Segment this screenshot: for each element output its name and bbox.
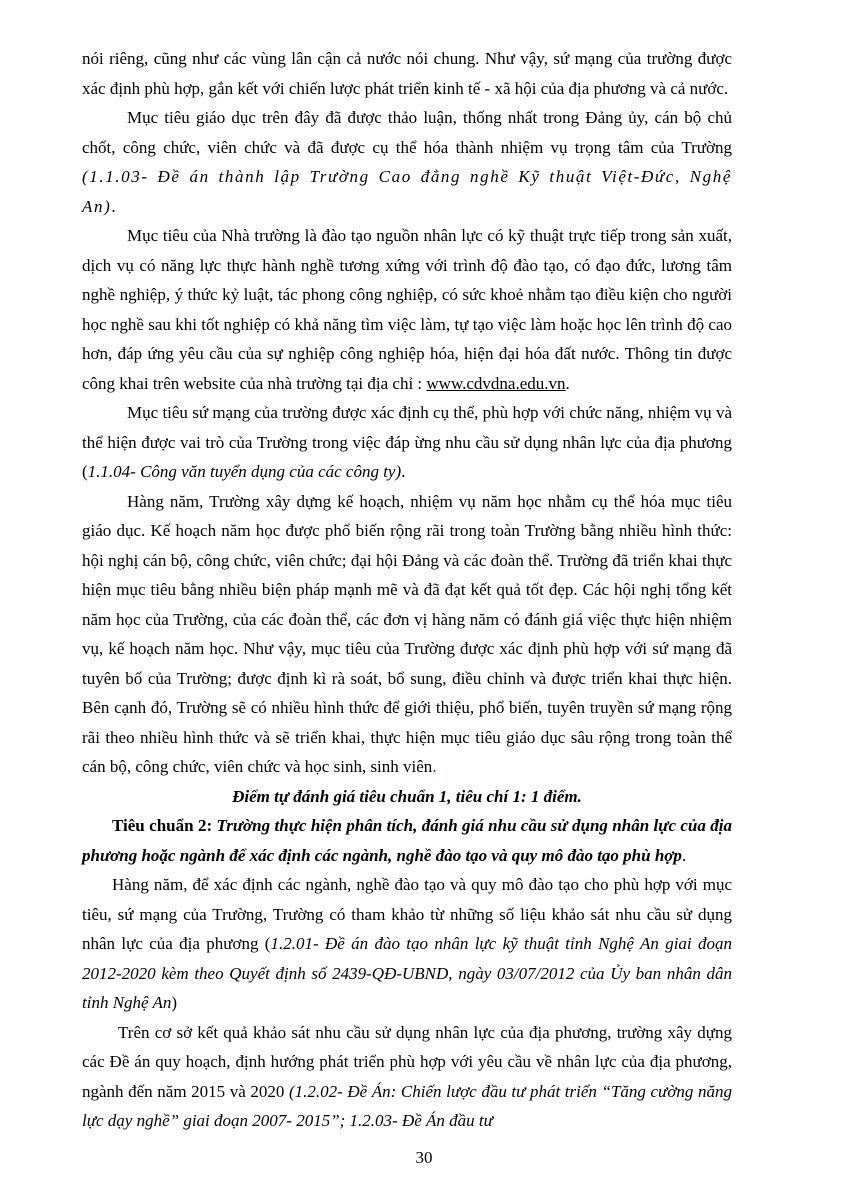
paragraph-5: Hàng năm, Trường xây dựng kế hoạch, nhiệm vụ năm học nhằm cụ thể hóa mục tiêu giáo dục. Kế hoạch năm học được phổ biến rộng rãi trong toàn Trường bằng nhiều hình thức: hội nghị cán bộ, công chức, viên chức; đại hội Đảng và các đoàn thể. Trường đã triển khai thực hiện mục tiêu bằng nhiều biện pháp mạnh mẽ và đã đạt kết quả tốt đẹp. Các hội nghị tổng kết năm học của Trường, của các đoàn thể, các đơn vị hàng năm có đánh giá việc thực hiện nhiệm vụ, kế hoạch năm học. Như vậy, mục tiêu của Trường được xác định phù hợp với sứ mạng đã tuyên bố của Trường; được định kì rà soát, bổ sung, điều chỉnh và được triển khai thực hiện. Bên cạnh đó, Trường sẽ có nhiều hình thức để giới thiệu, phổ biến, tuyên truyền sứ mạng rộng rãi theo nhiều hình thức và sẽ triển khai, thực hiện mục tiêu giáo dục sâu rộng trong toàn thể cán bộ, công chức, viên chức và học sinh, sinh viên.	[82, 491, 732, 776]
document-page	[82, 44, 732, 1136]
paragraph-4: Mục tiêu sứ mạng của trường được xác định cụ thể, phù hợp với chức năng, nhiệm vụ và thể hiện được vai trò của Trường trong việc đáp ừng nhu cầu sử dụng nhân lực của địa phương (1.1.04- Công văn tuyển dụng của các công ty).	[82, 403, 732, 481]
page-number: 30	[415, 1148, 433, 1167]
citation: 1.1.04- Công văn tuyển dụng của các công ty)	[87, 462, 402, 481]
paragraph-3: Mục tiêu của Nhà trường là đào tạo nguồn nhân lực có kỹ thuật trực tiếp trong sản xuất, dịch vụ có năng lực thực hành nghề tương xứng với trình độ đào tạo, có đạo đức, lương tâm nghề nghiệp, ý thức kỷ luật, tác phong công nghiệp, có sức khoẻ nhằm tạo điều kiện cho người học nghề sau khi tốt nghiệp có khả năng tìm việc làm, tự tạo việc làm hoặc học lên trình độ cao hơn, đáp ứng yêu cầu của sự nghiệp công nghiệp hóa, hiện đại hóa đất nước. Thông tin được công khai trên website của nhà trường tại địa chỉ : www.cdvdna.edu.vn.	[82, 226, 732, 393]
paragraph-1: nói riêng, cũng như các vùng lân cận cả nước nói chung. Như vậy, sứ mạng của trường được xác định phù hợp, gắn kết với chiến lược phát triển kinh tế - xã hội của địa phương và cả nước.	[82, 49, 732, 98]
citation: (1.2.02- Đề Án: Chiến lược đầu tư phát triển “Tăng cường năng lực dạy nghề” giai đoạn 2007- 2015”; 1.2.03- Đề Án đầu tư	[82, 1081, 732, 1130]
website-link[interactable]: www.cdvdna.edu.vn	[426, 373, 566, 393]
citation: (1.1.03- Đề án thành lập Trường Cao đẳng nghề Kỹ thuật Việt-Đức, Nghệ An)	[82, 167, 732, 216]
paragraph-6: Hàng năm, để xác định các ngành, nghề đào tạo và quy mô đào tạo cho phù hợp với mục tiêu, sứ mạng của Trường, Trường có tham khảo từ những số liệu khảo sát nhu cầu sử dụng nhân lực của địa phương (1.2.01- Đề án đào tạo nhân lực kỹ thuật tỉnh Nghệ An giai đoạn 2012-2020 kèm theo Quyết định số 2439-QĐ-UBND, ngày 03/07/2012 của Ủy ban nhân dân tỉnh Nghệ An)	[82, 875, 732, 1012]
self-assessment-score: Điểm tự đánh giá tiêu chuẩn 1, tiêu chí 1: 1 điểm.	[232, 786, 582, 806]
paragraph-2: Mục tiêu giáo dục trên đây đã được thảo luận, thống nhất trong Đảng ủy, cán bộ chủ chốt, công chức, viên chức và đã được cụ thể hóa thành nhiệm vụ trọng tâm của Trường (1.1.03- Đề án thành lập Trường Cao đẳng nghề Kỹ thuật Việt-Đức, Nghệ An).	[82, 108, 732, 216]
citation: 1.2.01- Đề án đào tạo nhân lực kỹ thuật tỉnh Nghệ An giai đoạn 2012-2020 kèm theo Quyết định số 2439-QĐ-UBND, ngày 03/07/2012 của Ủy ban nhân dân tỉnh Nghệ An	[82, 934, 732, 1012]
paragraph-7: Trên cơ sở kết quả khảo sát nhu cầu sử dụng nhân lực của địa phương, trường xây dựng các Đề án quy hoạch, định hướng phát triển phù hợp với yêu cầu về nhân lực của địa phương, ngành đến năm 2015 và 2020 (1.2.02- Đề Án: Chiến lược đầu tư phát triển “Tăng cường năng lực dạy nghề” giai đoạn 2007- 2015”; 1.2.03- Đề Án đầu tư	[82, 1022, 732, 1130]
standard-heading: Tiêu chuẩn 2: Trường thực hiện phân tích, đánh giá nhu cầu sử dụng nhân lực của địa phương hoặc ngành để xác định các ngành, nghề đào tạo và quy mô đào tạo phù hợp.	[82, 816, 732, 865]
